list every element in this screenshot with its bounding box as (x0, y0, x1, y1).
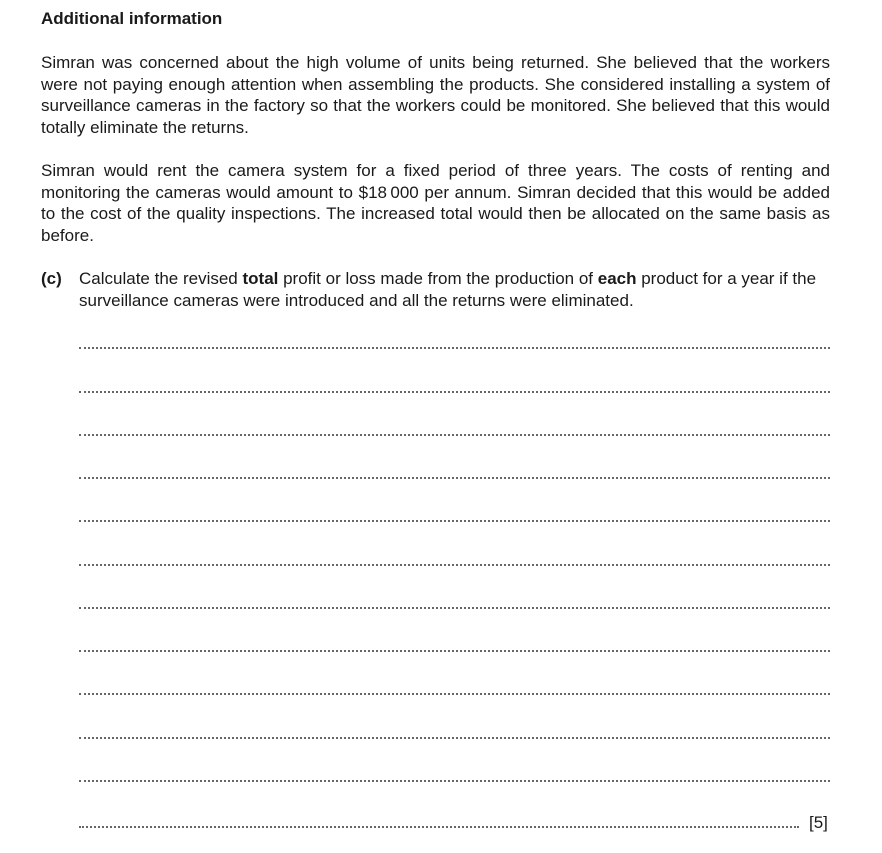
question-emphasis-each: each (597, 269, 637, 288)
question-emphasis-total: total (242, 269, 279, 288)
answer-line[interactable] (79, 347, 830, 349)
info-paragraph-1: Simran was concerned about the high volume of units being returned. She believed that the workers were not paying enough attention when assembling the products. She considered installing a system of surveillance cameras in the factory so that the workers could be monitored. She believed that this would totally eliminate the returns. (41, 53, 830, 138)
answer-line[interactable] (79, 737, 830, 739)
question-text (79, 268, 830, 311)
info-paragraph-2: Simran would rent the camera system for a fixed period of three years. The costs of renting and monitoring the cameras would amount to $18 000 per annum. Simran decided that this would be added to the cost of the quality inspections. The increased total would then be allocated on the same basis as before. (41, 161, 830, 246)
answer-line[interactable] (79, 693, 830, 695)
question-text-part-3: product for a year if the surveillance cameras were introduced and all the returns were eliminated. (79, 269, 817, 310)
answer-line[interactable] (79, 650, 830, 652)
answer-line[interactable] (79, 564, 830, 566)
answer-line[interactable] (79, 434, 830, 436)
answer-line[interactable] (79, 477, 830, 479)
answer-line[interactable] (79, 780, 830, 782)
answer-line[interactable] (79, 391, 830, 393)
section-heading: Additional information (41, 9, 223, 28)
answer-line[interactable] (79, 520, 830, 522)
answer-line[interactable] (79, 826, 799, 828)
question-text-part-2: profit or loss made from the production of (278, 269, 598, 288)
question-label: (c) (41, 269, 62, 288)
answer-line[interactable] (79, 607, 830, 609)
marks-allocation: [5] (809, 813, 828, 832)
question-text-part-1: Calculate the revised (79, 269, 243, 288)
